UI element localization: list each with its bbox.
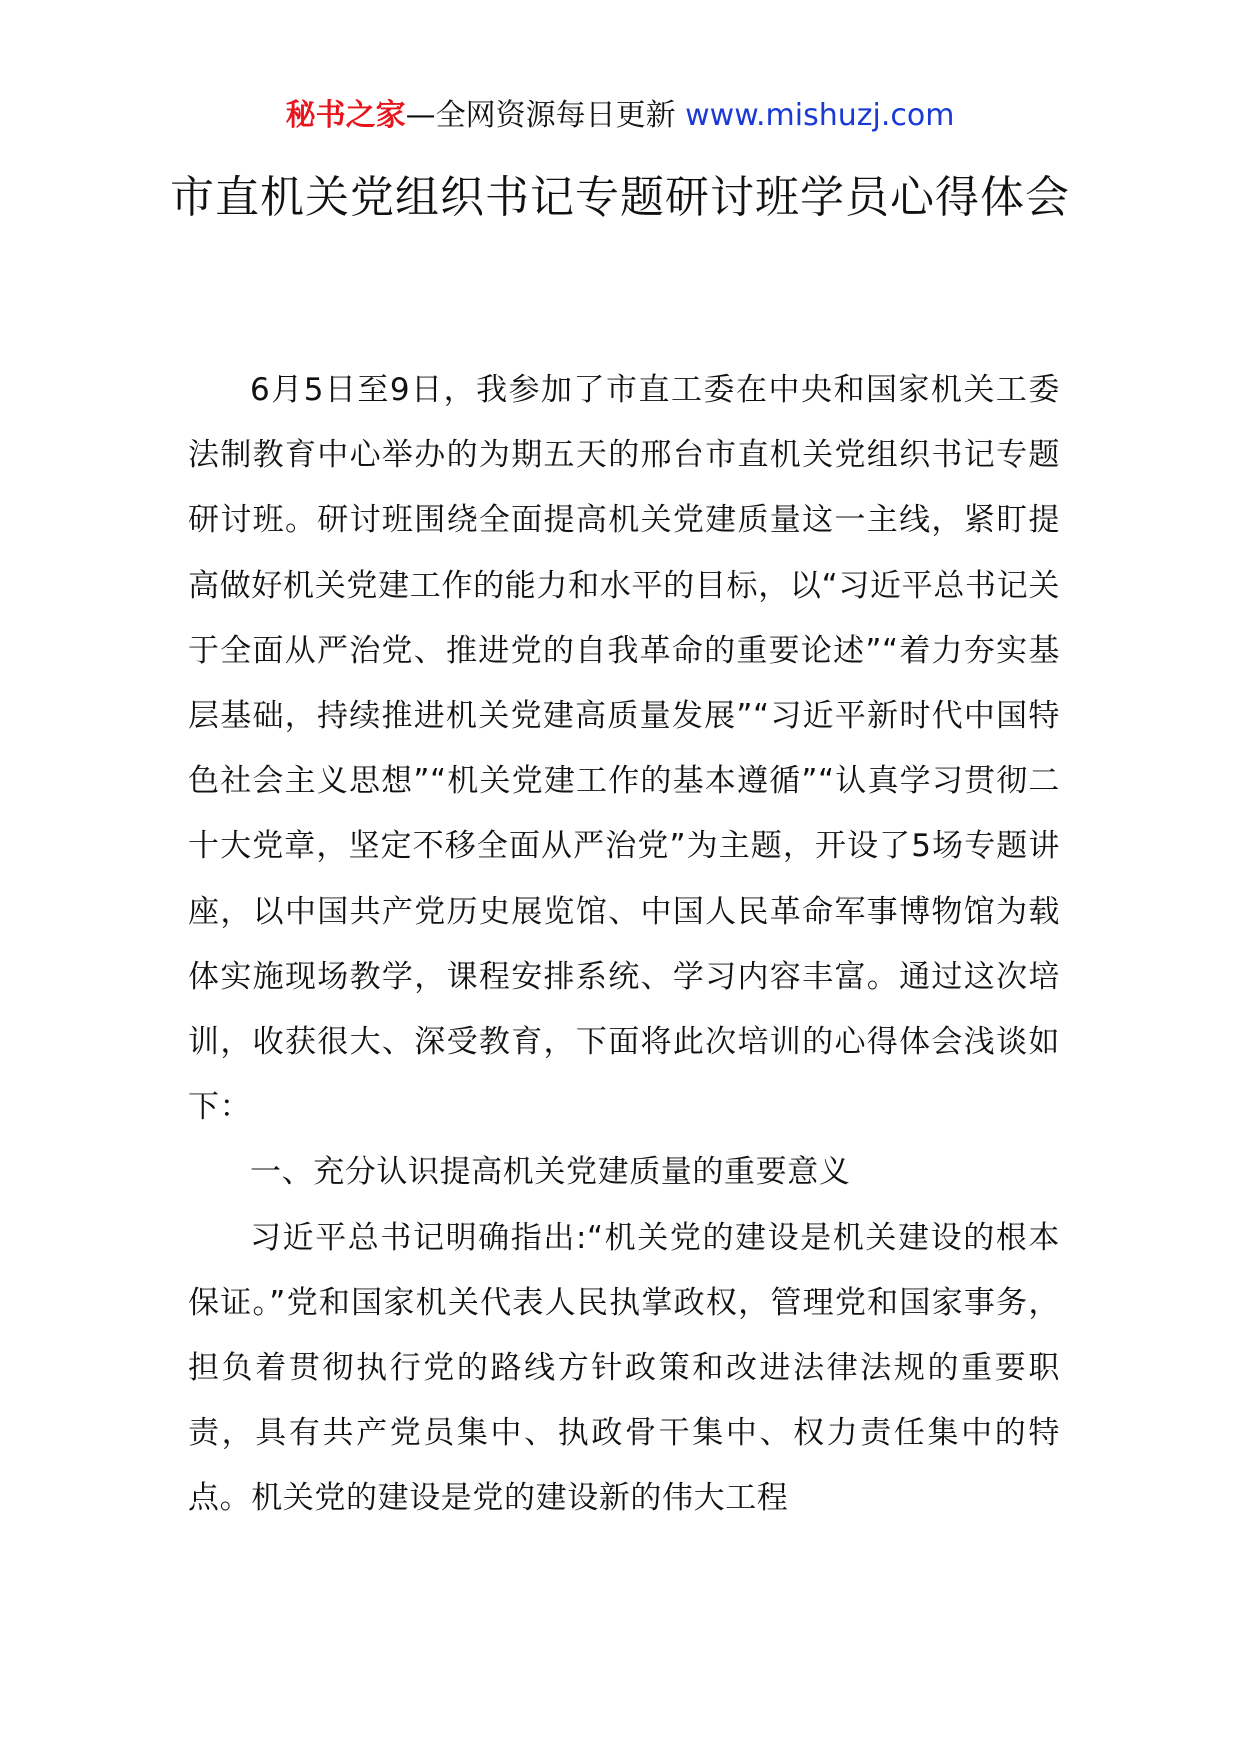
site-url-link[interactable]: www.mishuzj.com [685, 98, 955, 133]
paragraph-intro: 6月5日至9日，我参加了市直工委在中央和国家机关工委法制教育中心举办的为期五天的邢台市直机关党组织书记专题研讨班。研讨班围绕全面提高机关党建质量这一主线，紧盯提高做好机关党建工作的能力和水平的目标，以“习近平总书记关于全面从严治党、推进党的自我革命的重要论述”“着力夯实基层基础，持续推进机关党建高质量发展”“习近平新时代中国特色社会主义思想”“机关党建工作的基本遵循”“认真学习贯彻二十大党章，坚定不移全面从严治党”为主题，开设了5场专题讲座，以中国共产党历史展览馆、中国人民革命军事博物馆为载体实施现场教学，课程安排系统、学习内容丰富。通过这次培训，收获很大、深受教育，下面将此次培训的心得体会浅谈如下： [188, 372, 1060, 1126]
site-header [0, 96, 1240, 136]
paragraph-section-1: 习近平总书记明确指出:“机关党的建设是机关建设的根本保证。”党和国家机关代表人民执掌政权，管理党和国家事务，担负着贯彻执行党的路线方针政策和改进法律法规的重要职责，具有共产党员集中、执政骨干集中、权力责任集中的特点。机关党的建设是党的建设新的伟大工程 [188, 1219, 1060, 1517]
brand-name: 秘书之家 [285, 98, 406, 133]
document-title: 市直机关党组织书记专题研讨班学员心得体会 [170, 172, 1070, 223]
header-tagline: —全网资源每日更新 [405, 98, 676, 133]
section-heading: 一、充分认识提高机关党建质量的重要意义 [250, 1154, 851, 1191]
document-body [188, 358, 1060, 1532]
